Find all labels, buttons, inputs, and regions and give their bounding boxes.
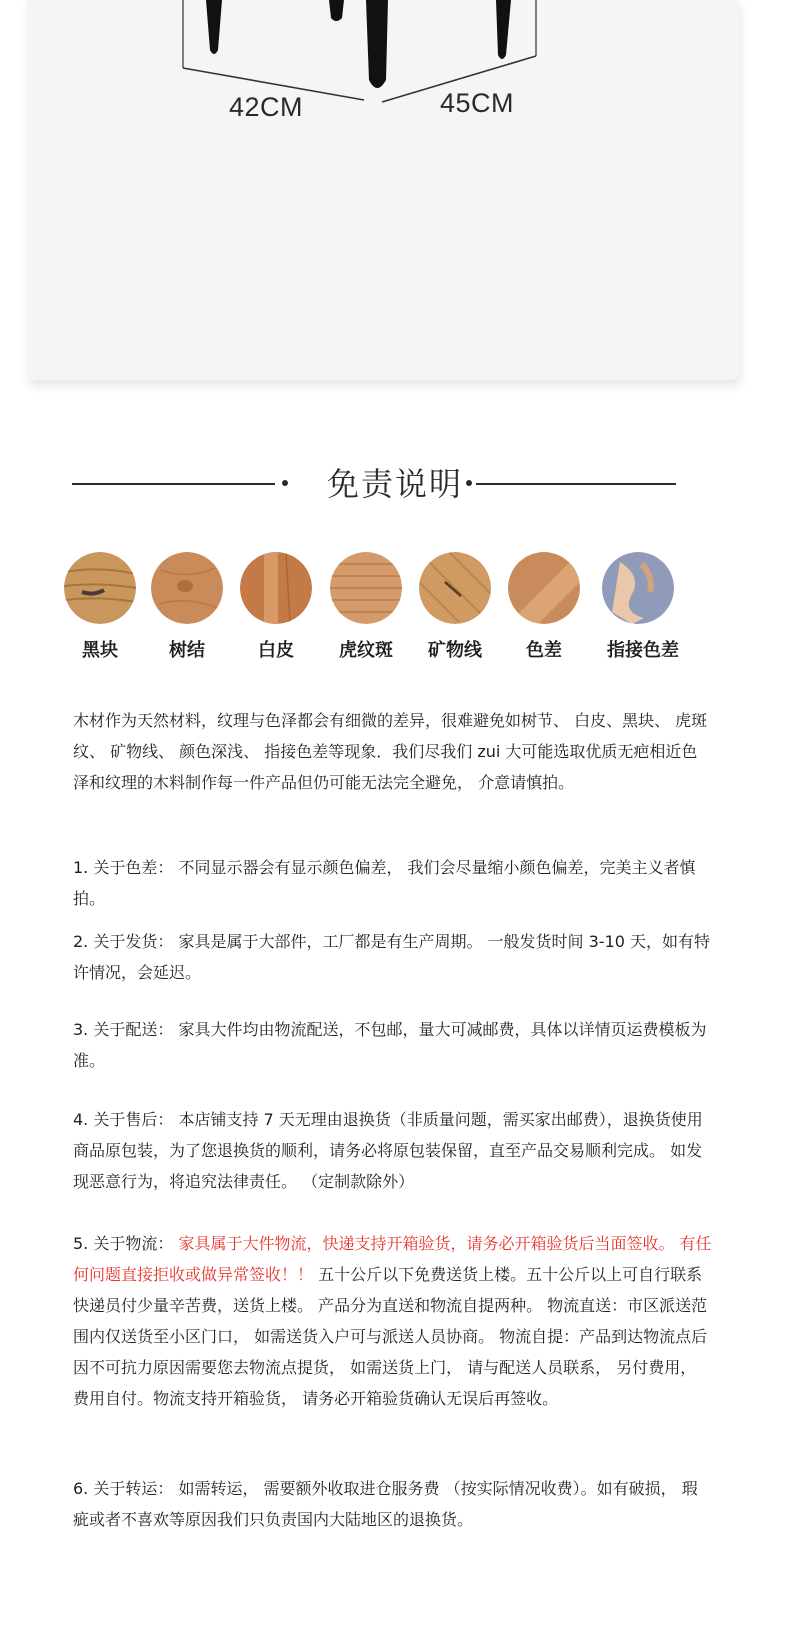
stool-legs-drawing: [26, 0, 739, 380]
depth-label: 42CM: [229, 92, 304, 122]
after-sales-notice: [73, 1104, 713, 1197]
swatch-label: 白皮: [258, 640, 294, 661]
logistics-notice: [73, 1228, 713, 1414]
stool-leg-back: [329, 0, 344, 21]
width-label: 45CM: [440, 88, 515, 118]
delivery-notice-text: 3. 关于配送： 家具大件均由物流配送，不包邮，量大可减邮费，具体以详情页运费模板为准。: [73, 1020, 707, 1070]
title-dot-right: [466, 480, 472, 486]
swatch-label: 矿物线: [428, 640, 482, 661]
section-title: 免责说明: [326, 465, 463, 503]
shipping-notice-text: 2. 关于发货： 家具是属于大部件，工厂都是有生产周期。 一般发货时间 3-10 天，如有特许情况，会延迟。: [73, 932, 711, 982]
swatch-label: 虎纹斑: [339, 640, 393, 661]
after-sales-notice-text: 4. 关于售后： 本店铺支持 7 天无理由退换货（非质量问题，需买家出邮费），退换货使用商品原包装，为了您退换货的顺利，请务必将原包装保留，直至产品交易顺利完成。 如发现恶意行为，将追究法律责任。 （定制款除外）: [73, 1110, 703, 1191]
intro-paragraph: [73, 705, 713, 798]
mineral-line-icon: [419, 552, 491, 624]
intro-text: 木材作为天然材料，纹理与色泽都会有细微的差异，很难避免如树节、 白皮、黑块、 虎斑纹、 矿物线、 颜色深浅、 指接色差等现象．我们尽我们 zui 大可能选取优质无疤相近色泽和纹理的木料制作每一件产品但仍可能无法完全避免， 介意请慎拍。: [73, 711, 708, 792]
wood-knot-icon: [151, 552, 223, 624]
shipping-notice: [73, 926, 713, 988]
sapwood-icon: [240, 552, 312, 624]
swatch-label: 树结: [169, 640, 205, 661]
tiger-stripe-icon: [330, 552, 402, 624]
color-notice: [73, 852, 713, 914]
stool-leg-right: [496, 0, 511, 59]
logistics-details: 五十公斤以下免费送货上楼。五十公斤以上可自行联系快递员付少量辛苦费，送货上楼。 产品分为直送和物流自提两种。 物流直送：市区派送范围内仅送货至小区门口， 如需送货入户可与派送人员协商。 物流自提：产品到达物流点后因不可抗力原因需要您去物流点提货， 如需送货上门， 请与配送人员联系， 另付费用， 费用自付。物流支持开箱验货， 请务必开箱验货确认无误后再签收。: [73, 1265, 708, 1408]
swatch-label: 黑块: [82, 640, 118, 661]
stool-leg-front: [366, 0, 388, 88]
logistics-notice-text: [73, 1228, 713, 1414]
swatch-label: 指接色差: [607, 640, 679, 661]
logistics-prefix: 5. 关于物流：: [73, 1234, 179, 1253]
title-rule-right: [476, 483, 676, 485]
swatch-label: 色差: [526, 640, 562, 661]
finger-joint-icon: [602, 552, 674, 624]
product-dimension-photo: [26, 0, 739, 380]
transfer-notice: [73, 1473, 713, 1535]
black-block-wood-icon: [64, 552, 136, 624]
wood-swatch-row: [0, 552, 790, 672]
delivery-notice: [73, 1014, 713, 1076]
section-header: [0, 462, 790, 506]
logistics-warning: 家具属于大件物流，快递支持开箱验货，请务必开箱验货后当面签收。 有任何问题直接拒收或做异常签收！！: [73, 1234, 712, 1284]
color-notice-text: 1. 关于色差： 不同显示器会有显示颜色偏差， 我们会尽量缩小颜色偏差，完美主义者慎拍。: [73, 858, 696, 908]
transfer-notice-text: 6. 关于转运： 如需转运， 需要额外收取进仓服务费 （按实际情况收费）。如有破损， 瑕疵或者不喜欢等原因我们只负责国内大陆地区的退换货。: [73, 1479, 698, 1529]
color-difference-icon: [508, 552, 580, 624]
stool-leg-left: [206, 0, 222, 54]
